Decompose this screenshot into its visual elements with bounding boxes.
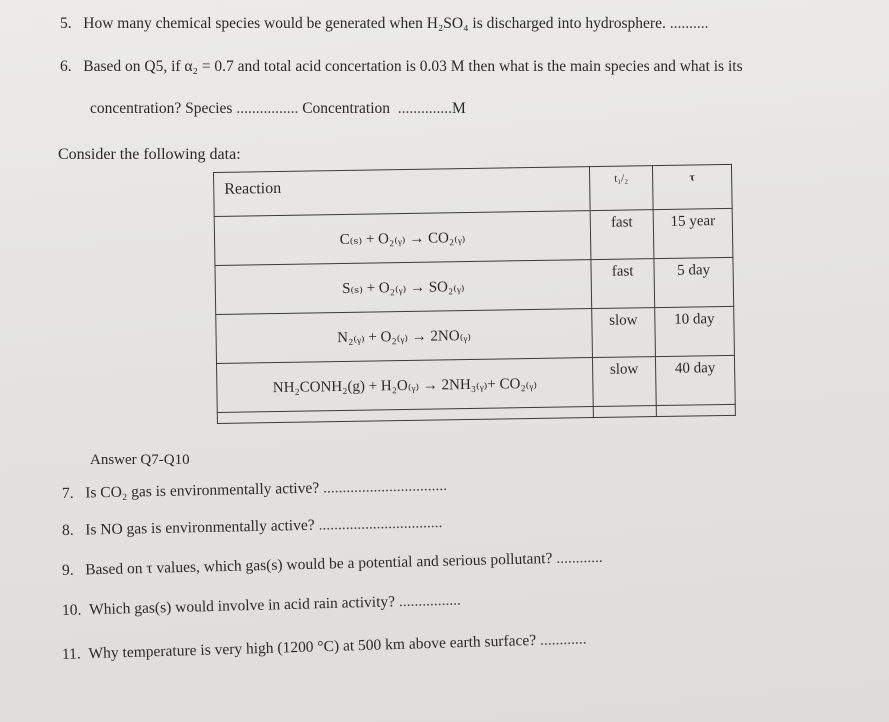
consider-heading: Consider the following data: xyxy=(58,146,241,163)
reaction-cell: NH₂CONH₂(g) + H₂O₍ᵧ₎ → 2NH₃₍ᵧ₎+ CO₂₍ᵧ₎ xyxy=(217,358,594,413)
question-text: Is CO₂ gas is environmentally active? xyxy=(85,479,320,502)
reaction-cell: S₍ₛ₎ + O₂₍ᵧ₎ → SO₂₍ᵧ₎ xyxy=(215,260,592,315)
question-number: 10. xyxy=(61,601,82,619)
species-blank[interactable]: ................ xyxy=(236,100,299,117)
answer-blank[interactable]: ............ xyxy=(556,548,603,567)
question-text: How many chemical species would be generated when H₂SO₄ is discharged into hydrosphere. xyxy=(83,15,666,32)
answer-blank[interactable]: ............ xyxy=(539,630,587,649)
answer-blank[interactable]: ................................ xyxy=(318,514,443,534)
question-number: 9. xyxy=(61,561,74,579)
half-life-cell: fast xyxy=(591,259,655,309)
question-number: 7. xyxy=(61,484,74,502)
half-life-cell: slow xyxy=(592,357,656,407)
tau-cell: 40 day xyxy=(655,355,735,405)
table-row xyxy=(214,208,733,265)
reaction-cell: N₂₍ᵧ₎ + O₂₍ᵧ₎ → 2NO₍ᵧ₎ xyxy=(216,309,593,364)
answer-heading: Answer Q7-Q10 xyxy=(90,452,190,468)
header-reaction: Reaction xyxy=(214,167,591,217)
unit-label: M xyxy=(452,100,466,117)
header-half-life: t₁/₂ xyxy=(589,166,653,211)
question-number: 5. xyxy=(60,15,72,32)
question-10 xyxy=(62,592,461,620)
question-number: 6. xyxy=(60,58,72,75)
question-text: Based on τ values, which gas(s) would be a potential and serious pollutant? xyxy=(85,550,553,579)
question-6-continuation xyxy=(90,100,466,118)
question-text: Is NO gas is environmentally active? xyxy=(85,516,315,539)
table-row xyxy=(217,355,736,412)
table-row xyxy=(215,257,734,314)
question-text: concentration? Species xyxy=(90,100,233,117)
half-life-cell: slow xyxy=(592,308,656,358)
question-number: 8. xyxy=(61,521,74,539)
concentration-blank[interactable]: .............. xyxy=(397,100,453,117)
question-7 xyxy=(62,477,447,503)
header-tau: τ xyxy=(652,164,732,209)
answer-blank[interactable]: ................................ xyxy=(322,476,448,497)
answer-blank[interactable]: ................ xyxy=(398,591,462,611)
table-row xyxy=(216,306,735,363)
tau-cell: 5 day xyxy=(654,257,734,307)
reaction-table xyxy=(213,164,736,424)
question-8 xyxy=(62,514,443,540)
question-text: Why temperature is very high (1200 °C) at 500 km above earth surface? xyxy=(88,631,537,663)
half-life-cell: fast xyxy=(590,210,654,260)
question-11 xyxy=(62,630,587,664)
tau-cell: 15 year xyxy=(653,208,733,258)
question-9 xyxy=(62,549,603,580)
tau-cell: 10 day xyxy=(655,306,735,356)
question-text: Based on Q5, if α₂ = 0.7 and total acid concertation is 0.03 M then what is the main species and what is its xyxy=(83,58,743,75)
question-5 xyxy=(60,15,708,33)
reaction-cell: C₍ₛ₎ + O₂₍ᵧ₎ → CO₂₍ᵧ₎ xyxy=(214,211,591,266)
question-number: 11. xyxy=(61,645,82,663)
question-6 xyxy=(60,58,743,76)
concentration-label: Concentration xyxy=(302,100,391,117)
answer-blank[interactable]: .......... xyxy=(669,15,709,32)
question-text: Which gas(s) would involve in acid rain activity? xyxy=(88,593,396,619)
